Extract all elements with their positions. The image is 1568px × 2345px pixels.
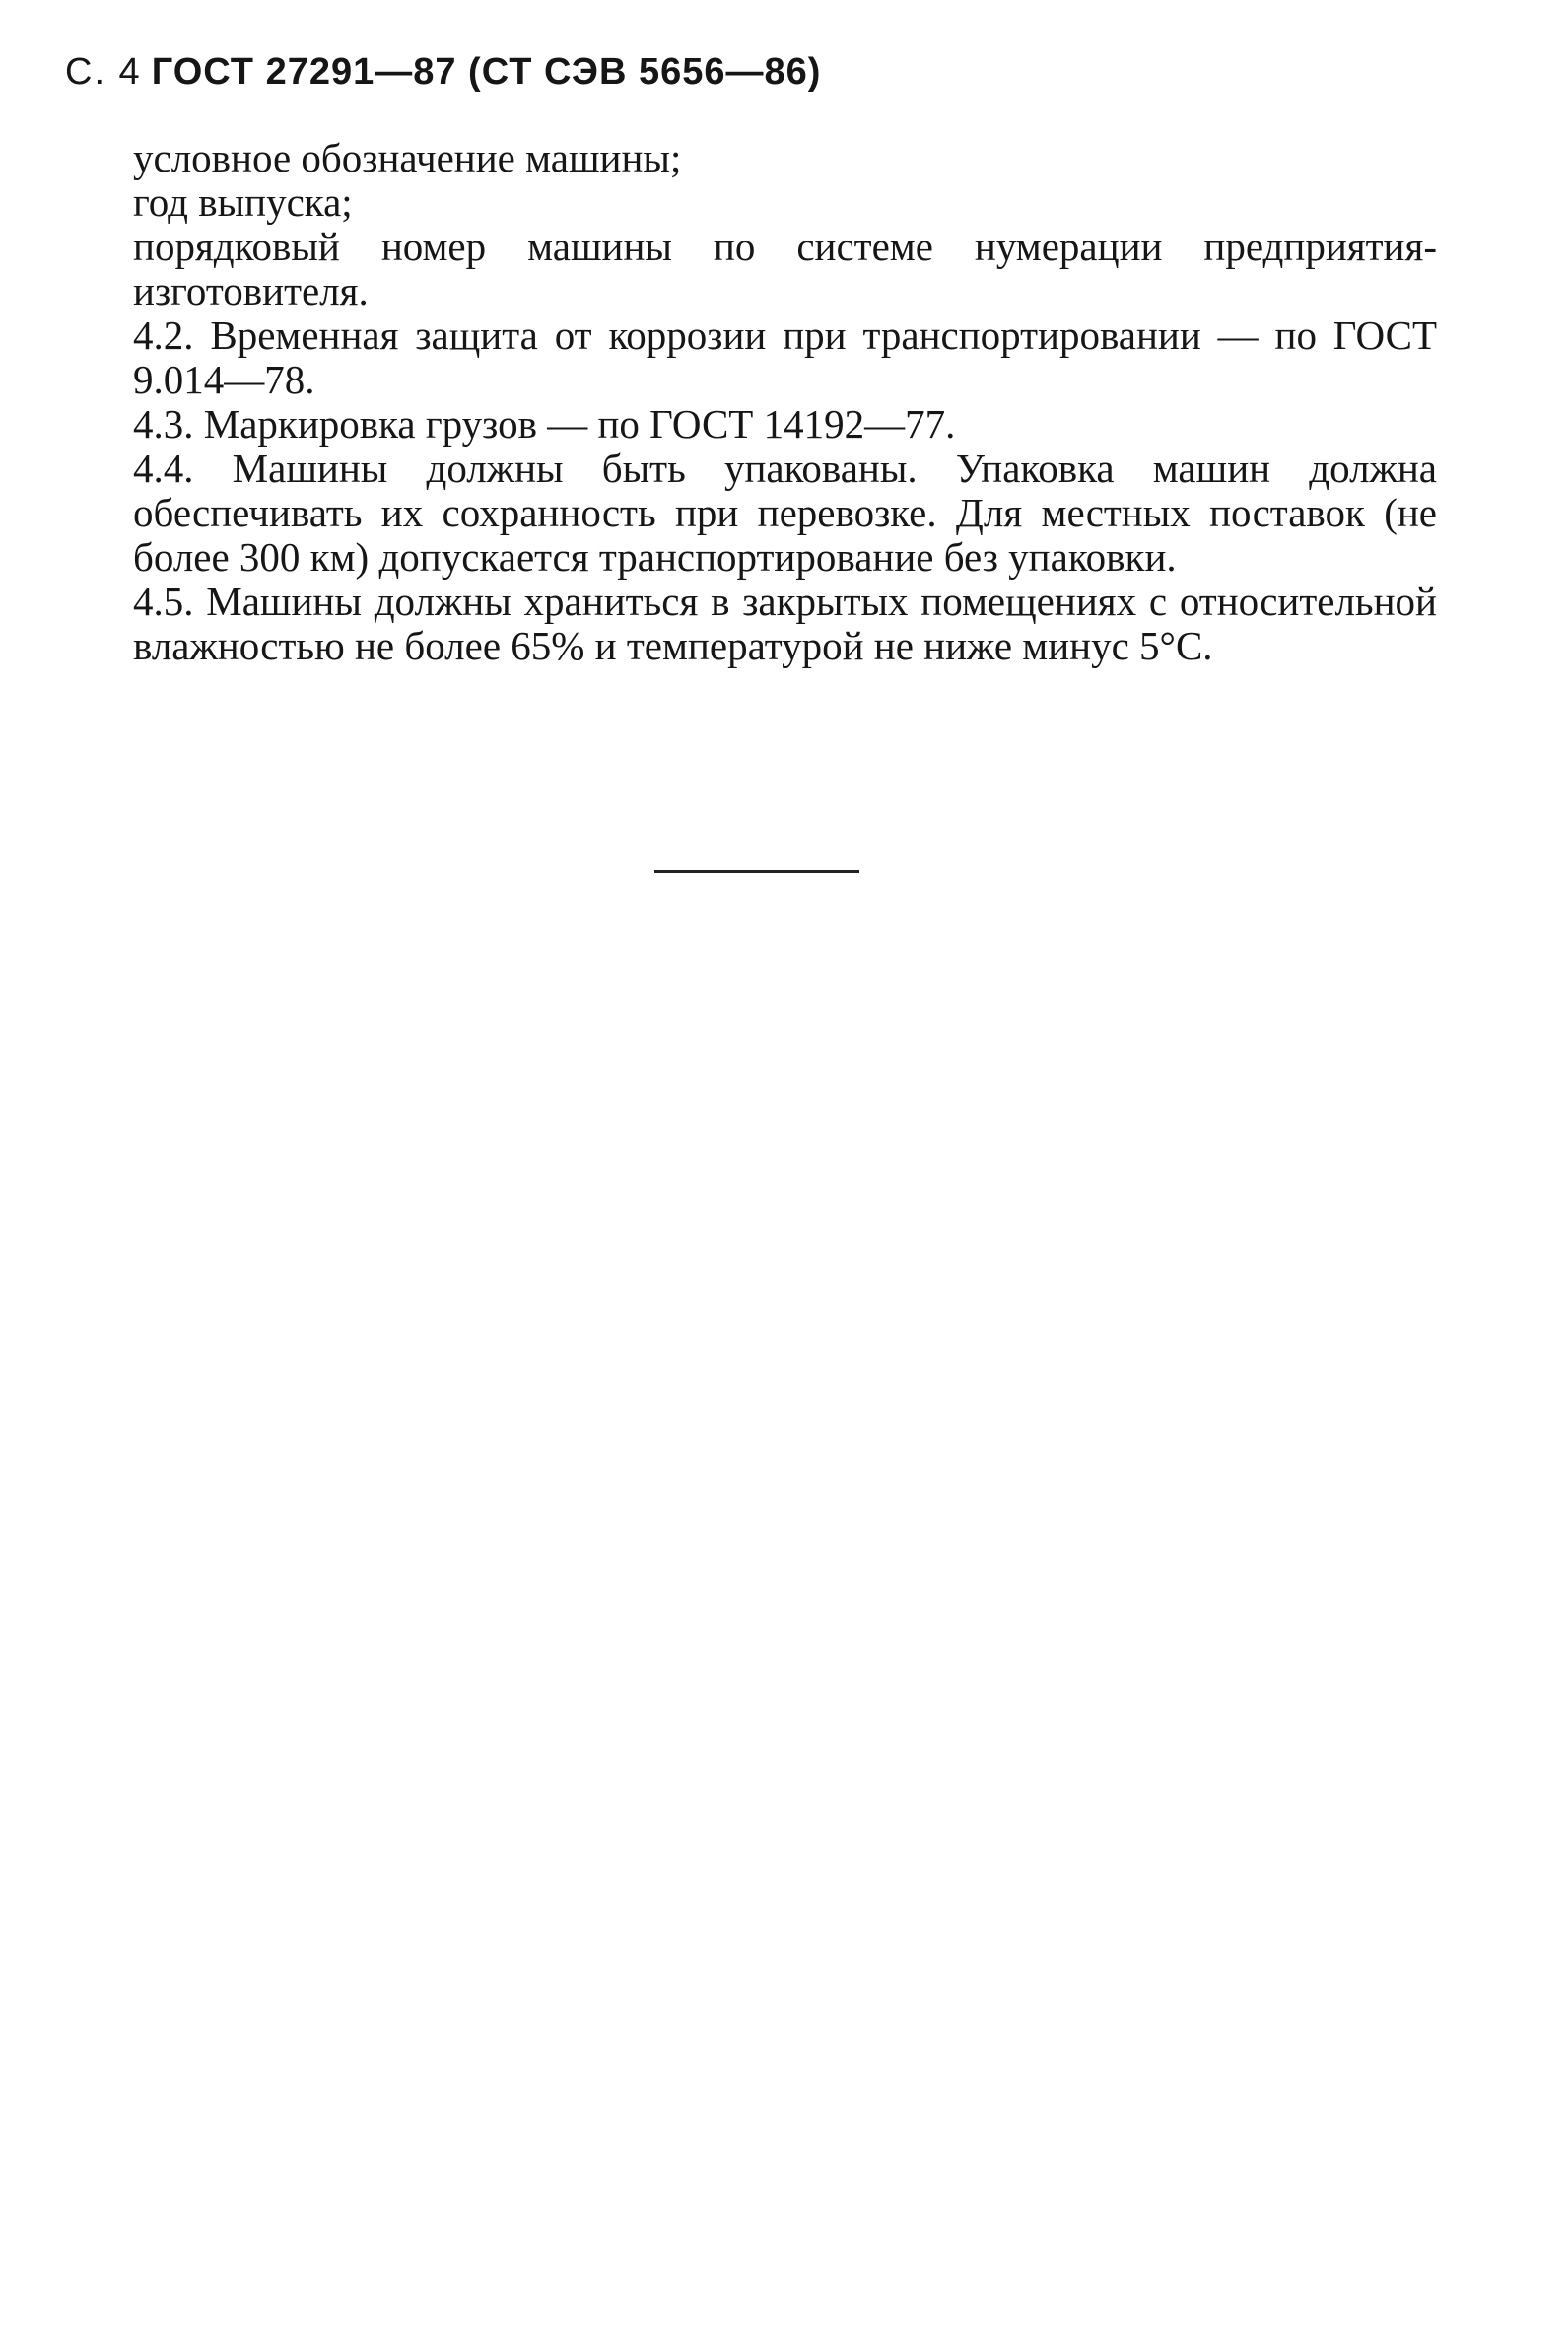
clause-4-2: 4.2. Временная защита от коррозии при транспортировании — по ГОСТ 9.014—78. — [133, 312, 1437, 402]
list-item: условное обозначение машины; — [133, 135, 682, 180]
clause-4-4: 4.4. Машины должны быть упакованы. Упаковка машин должна обеспечивать их сохранность при перевозке. Для местных поставок (не более 300 км) допускается транспортирование без упаковки. — [133, 446, 1437, 580]
clause-4-3: 4.3. Маркировка грузов — по ГОСТ 14192—77. — [133, 401, 956, 447]
end-divider — [654, 870, 859, 873]
standard-designation: ГОСТ 27291—87 (СТ СЭВ 5656—86) — [151, 51, 822, 93]
page-number: С. 4 — [65, 51, 142, 93]
document-body — [65, 136, 1437, 668]
list-item: год выпуска; — [133, 179, 353, 225]
list-item: порядковый номер машины по системе нумерации предприятия-изготовителя. — [133, 224, 1437, 313]
clause-4-5: 4.5. Машины должны храниться в закрытых помещениях с относительной влажностью не более 65% и температурой не ниже минус 5°С. — [133, 579, 1437, 668]
page-header — [65, 47, 821, 97]
